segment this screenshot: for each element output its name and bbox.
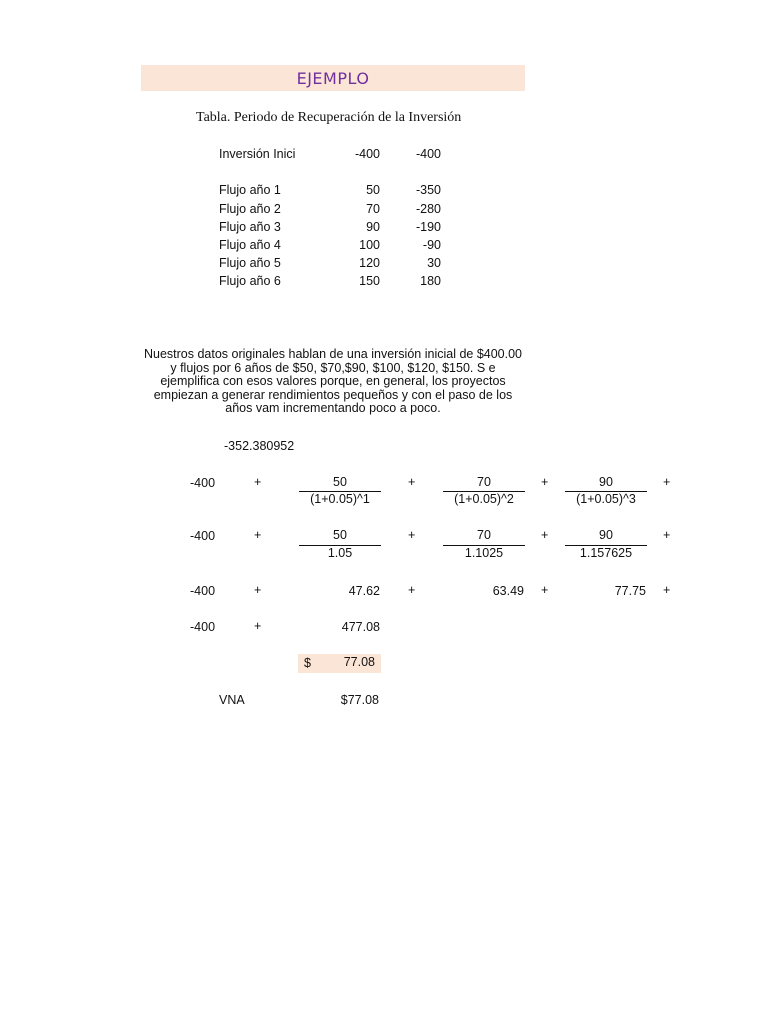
page-title: EJEMPLO [296, 69, 370, 88]
flow-value: 150 [359, 274, 380, 288]
fraction-denominator: (1+0.05)^2 [454, 492, 514, 506]
fraction-numerator: 50 [333, 475, 347, 489]
flow-value: 90 [366, 220, 380, 234]
npv-result-value: -352.380952 [224, 439, 295, 453]
flow-label: Flujo año 1 [219, 183, 281, 197]
plus-sign: + [541, 528, 549, 542]
flow-label: Flujo año 5 [219, 256, 281, 270]
plus-sign: + [408, 583, 416, 597]
initial-term: -400 [190, 476, 216, 490]
discounted-value: 47.62 [348, 584, 380, 598]
explanation-paragraph: Nuestros datos originales hablan de una inversión inicial de $400.00 y flujos por 6 años de $50, $70,$90, $100, $120, $150. S e ejemplifica con esos valores porque, en general, los proyectos empiezan a generar rendimientos pequeños y con el paso de los años vam incrementando poco a poco. [143, 347, 523, 415]
npv-highlight-value: 77.08 [343, 655, 375, 669]
currency-symbol: $ [304, 656, 311, 670]
flow-value: 100 [359, 238, 380, 252]
cumulative-value: -280 [415, 202, 441, 216]
fraction-numerator: 90 [599, 528, 613, 542]
plus-sign: + [663, 475, 671, 489]
initial-investment-cumulative: -400 [415, 147, 441, 161]
plus-sign: + [254, 528, 262, 542]
title-banner [141, 65, 525, 91]
flow-value: 70 [366, 202, 380, 216]
discounted-value: 77.75 [614, 584, 646, 598]
initial-term: -400 [190, 584, 216, 598]
initial-investment-flow: -400 [354, 147, 380, 161]
cumulative-value: 30 [427, 256, 441, 270]
initial-term: -400 [190, 529, 216, 543]
flow-value: 120 [359, 256, 380, 270]
discounted-value: 63.49 [492, 584, 524, 598]
fraction-denominator: 1.05 [327, 546, 353, 560]
initial-term: -400 [190, 620, 216, 634]
cumulative-value: -350 [415, 183, 441, 197]
cumulative-value: -190 [415, 220, 441, 234]
plus-sign: + [408, 528, 416, 542]
fraction-numerator: 90 [599, 475, 613, 489]
plus-sign: + [541, 475, 549, 489]
cumulative-value: -90 [422, 238, 441, 252]
fraction-numerator: 50 [333, 528, 347, 542]
plus-sign: + [663, 583, 671, 597]
fraction-numerator: 70 [477, 475, 491, 489]
cumulative-value: 180 [420, 274, 441, 288]
table-caption: Tabla. Periodo de Recuperación de la Inversión [196, 110, 462, 125]
flow-label: Flujo año 3 [219, 220, 281, 234]
initial-investment-label: Inversión Inici [219, 147, 296, 161]
fraction-numerator: 70 [477, 528, 491, 542]
fraction-denominator: (1+0.05)^3 [576, 492, 636, 506]
plus-sign: + [663, 528, 671, 542]
flow-value: 50 [366, 183, 380, 197]
discounted-sum: 477.08 [341, 620, 380, 634]
flow-label: Flujo año 6 [219, 274, 281, 288]
fraction-denominator: 1.1025 [464, 546, 504, 560]
vna-value: $77.08 [340, 693, 379, 707]
flow-label: Flujo año 4 [219, 238, 281, 252]
plus-sign: + [254, 619, 262, 633]
plus-sign: + [254, 583, 262, 597]
flow-label: Flujo año 2 [219, 202, 281, 216]
fraction-denominator: (1+0.05)^1 [310, 492, 370, 506]
plus-sign: + [541, 583, 549, 597]
vna-label: VNA [219, 693, 245, 707]
plus-sign: + [408, 475, 416, 489]
npv-highlight-cell [298, 654, 381, 673]
fraction-denominator: 1.157625 [579, 546, 633, 560]
plus-sign: + [254, 475, 262, 489]
